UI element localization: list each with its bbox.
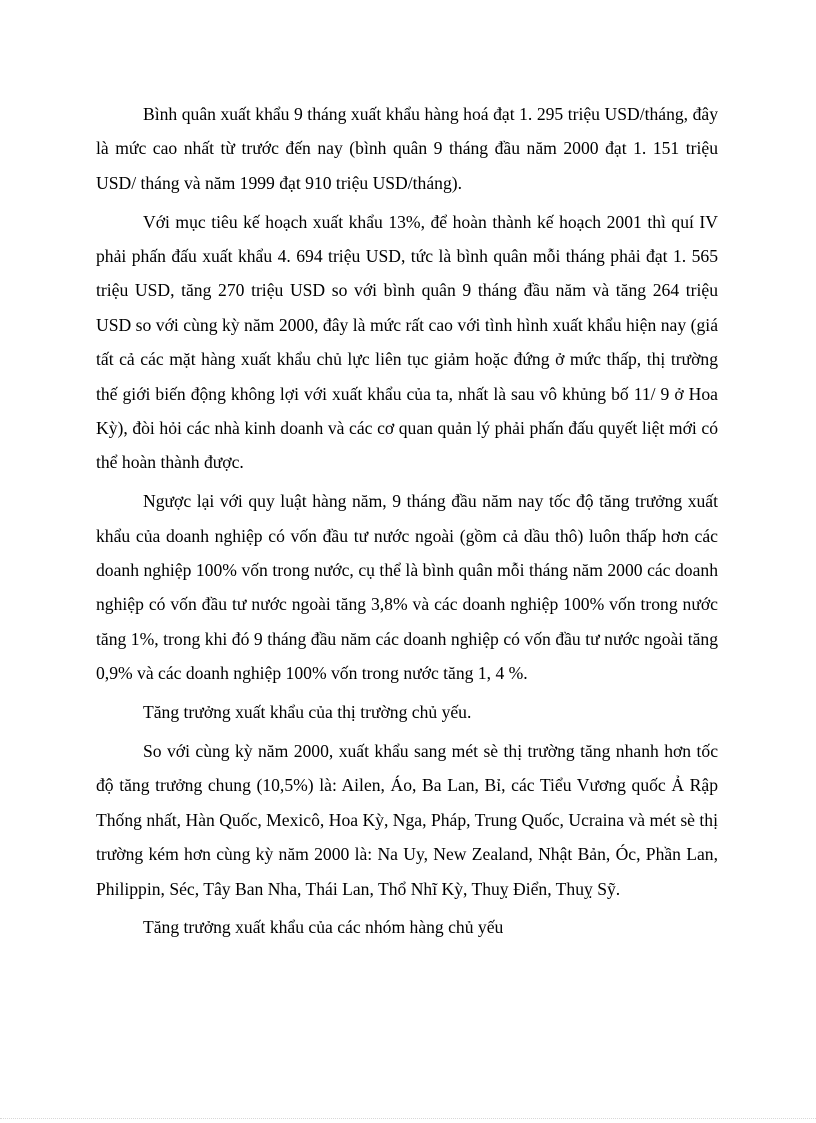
section-heading-key-markets: Tăng trưởng xuất khẩu của thị trường chủ yếu. — [143, 702, 472, 723]
paragraph-fdi-vs-domestic-growth: Ngược lại với quy luật hàng năm, 9 tháng đầu năm nay tốc độ tăng trưởng xuất khẩu của doanh nghiệp có vốn đầu tư nước ngoài (gồm cả dầu thô) luôn thấp hơn các doanh nghiệp 100% vốn trong nước, cụ thể là bình quân mỗi tháng năm 2000 các doanh nghiệp có vốn đầu tư nước ngoài tăng 3,8% và các doanh nghiệp 100% vốn trong nước tăng 1%, trong khi đó 9 tháng đầu năm các doanh nghiệp có vốn đầu tư nước ngoài tăng 0,9% và các doanh nghiệp 100% vốn trong nước tăng 1, 4 %. — [96, 491, 718, 684]
paragraph-monthly-average-exports: Bình quân xuất khẩu 9 tháng xuất khẩu hàng hoá đạt 1. 295 triệu USD/tháng, đây là mức cao nhất từ trước đến nay (bình quân 9 tháng đầu năm 2000 đạt 1. 151 triệu USD/ tháng và năm 1999 đạt 910 triệu USD/tháng). — [96, 104, 718, 193]
paragraph-market-growth: So với cùng kỳ năm 2000, xuất khẩu sang mét sè thị trường tăng nhanh hơn tốc độ tăng trưởng chung (10,5%) là: Ailen, Áo, Ba Lan, Bỉ, các Tiểu Vương quốc Ả Rập Thống nhất, Hàn Quốc, Mexicô, Hoa Kỳ, Nga, Pháp, Trung Quốc, Ucraina và mét sè thị trường kém hơn cùng kỳ năm 2000 là: Na Uy, New Zealand, Nhật Bản, Óc, Phần Lan, Philippin, Séc, Tây Ban Nha, Thái Lan, Thổ Nhĩ Kỳ, Thuỵ Điển, Thuỵ Sỹ. — [96, 740, 718, 899]
page-bottom-divider — [0, 1118, 816, 1119]
section-heading-commodity-groups: Tăng trưởng xuất khẩu của các nhóm hàng chủ yếu — [143, 917, 504, 938]
paragraph-export-plan-target: Với mục tiêu kế hoạch xuất khẩu 13%, để hoàn thành kế hoạch 2001 thì quí IV phải phấn đấu xuất khẩu 4. 694 triệu USD, tức là bình quân mỗi tháng phải đạt 1. 565 triệu USD, tăng 270 triệu USD so với bình quân 9 tháng đầu năm và tăng 264 triệu USD so với cùng kỳ năm 2000, đây là mức rất cao với tình hình xuất khẩu hiện nay (giá tất cả các mặt hàng xuất khẩu chủ lực liên tục giảm hoặc đứng ở mức thấp, thị trường thế giới biến động không lợi với xuất khẩu của ta, nhất là sau vô khủng bố 11/ 9 ở Hoa Kỳ), đòi hỏi các nhà kinh doanh và các cơ quan quản lý phải phấn đấu quyết liệt mới có thể hoàn thành được. — [96, 211, 718, 473]
document-body — [96, 97, 718, 949]
